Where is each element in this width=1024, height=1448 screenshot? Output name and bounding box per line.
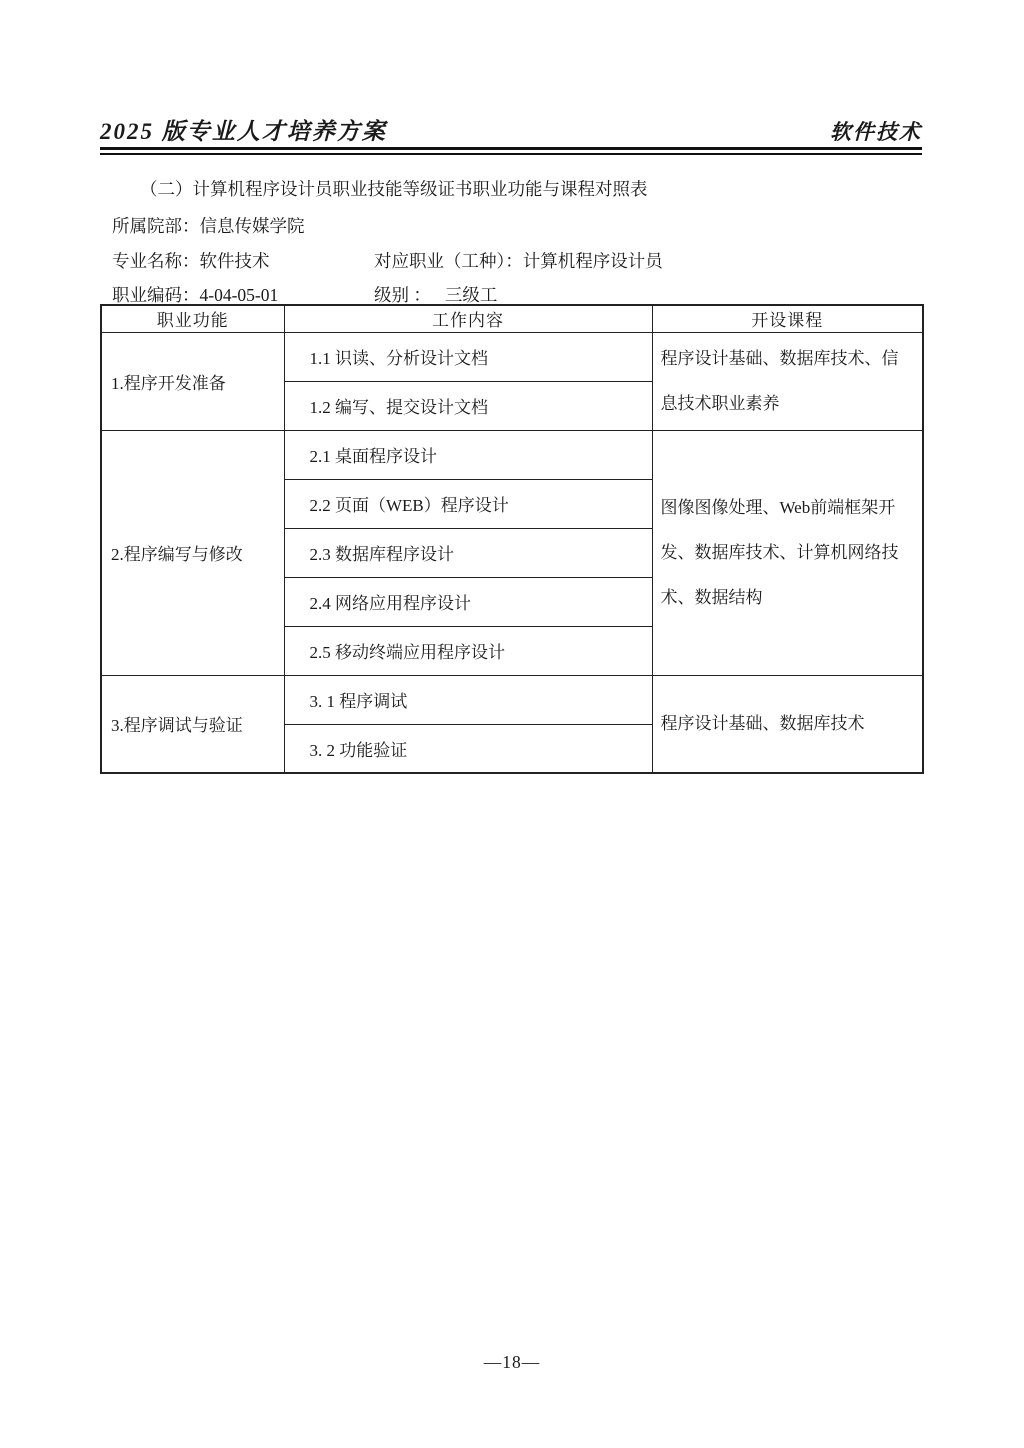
- level-label: 级别 ：: [374, 285, 431, 305]
- courses-cell-3: 程序设计基础、数据库技术: [652, 675, 923, 773]
- occupation-label: 对应职业（工种）：: [374, 251, 523, 271]
- department-label: 所属院部：: [112, 216, 200, 236]
- department-value: 信息传媒学院: [199, 216, 305, 236]
- info-line-department: [112, 213, 922, 235]
- task-cell-2-2: 2.2 页面（WEB）程序设计: [284, 479, 652, 528]
- code-value: 4-04-05-01: [199, 285, 279, 305]
- occupation-value: 计算机程序设计员: [522, 251, 663, 271]
- courses-cell-1: 程序设计基础、数据库技术、信息技术职业素养: [652, 332, 923, 430]
- column-header-tasks: 工作内容: [284, 305, 652, 332]
- occupation-pair: [374, 248, 663, 273]
- task-cell-3-1: 3. 1 程序调试: [284, 675, 652, 724]
- function-cell-3: 3.程序调试与验证: [101, 675, 284, 773]
- section-heading: （二）计算机程序设计员职业技能等级证书职业功能与课程对照表: [140, 179, 648, 199]
- table-header-row: [101, 305, 923, 332]
- task-cell-3-2: 3. 2 功能验证: [284, 724, 652, 773]
- header-divider-rule: [100, 147, 922, 155]
- running-header: [100, 110, 922, 146]
- code-label: 职业编码：: [112, 285, 200, 305]
- mapping-table: [100, 304, 924, 774]
- task-cell-1-1: 1.1 识读、分析设计文档: [284, 332, 652, 381]
- function-cell-1: 1.程序开发准备: [101, 332, 284, 430]
- table-row: [101, 430, 923, 479]
- info-line-major: [112, 248, 922, 270]
- header-right-title: 软件技术: [830, 120, 922, 144]
- table-row: [101, 332, 923, 381]
- task-cell-2-1: 2.1 桌面程序设计: [284, 430, 652, 479]
- major-label: 专业名称：: [112, 251, 200, 271]
- courses-cell-2: 图像图像处理、Web前端框架开发、数据库技术、计算机网络技术、数据结构: [652, 430, 923, 675]
- level-value: 三级工: [444, 285, 498, 305]
- task-cell-2-3: 2.3 数据库程序设计: [284, 528, 652, 577]
- major-value: 软件技术: [199, 251, 270, 271]
- task-cell-2-5: 2.5 移动终端应用程序设计: [284, 626, 652, 675]
- info-line-code: [112, 282, 922, 304]
- function-cell-2: 2.程序编写与修改: [101, 430, 284, 675]
- task-cell-1-2: 1.2 编写、提交设计文档: [284, 381, 652, 430]
- table-row: [101, 675, 923, 724]
- task-cell-2-4: 2.4 网络应用程序设计: [284, 577, 652, 626]
- header-left-title: 2025 版专业人才培养方案: [100, 119, 387, 144]
- column-header-courses: 开设课程: [652, 305, 923, 332]
- column-header-function: 职业功能: [101, 305, 284, 332]
- page-number: —18—: [483, 1352, 541, 1372]
